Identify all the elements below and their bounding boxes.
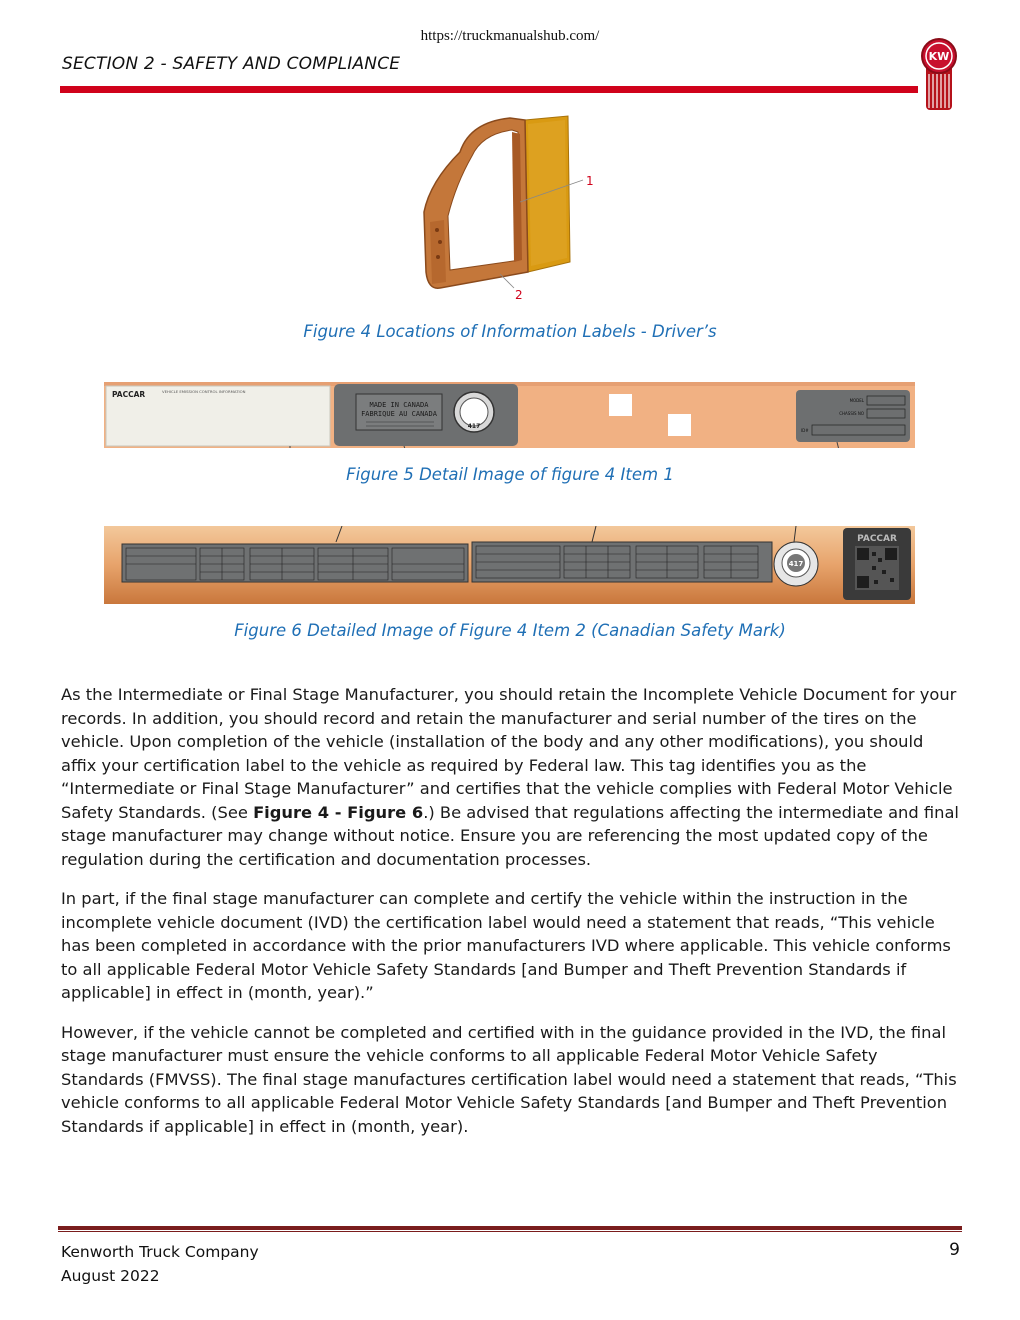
safety-mark-number: 417	[467, 423, 481, 430]
emission-label-title: VEHICLE EMISSION CONTROL INFORMATION	[162, 389, 246, 394]
footer-divider-thin	[58, 1231, 962, 1232]
paragraph-1	[61, 683, 961, 871]
paragraph-1-text: As the Intermediate or Final Stage Manufacturer, you should retain the Incomplete Vehicle Document for your records. In addition, you should record and retain the manufacturer and serial number of the tires on the vehicle. Upon completion of the vehicle (installation of the body and any other modifications), you should affix your certification label to the vehicle as required by Federal law. This tag identifies you as the “Intermediate or Final Stage Manufacturer” and certifies that the vehicle complies with Federal Motor Vehicle Safety Standards. (See	[61, 685, 957, 822]
fabrique-au-canada-text: FABRIQUE AU CANADA	[361, 410, 437, 418]
figure-reference: Figure 4 - Figure 6	[253, 802, 424, 822]
footer-divider	[58, 1226, 962, 1230]
safety-mark-number-2: 417	[788, 560, 804, 568]
figure-4-door-image	[400, 112, 600, 304]
paragraph-2: In part, if the final stage manufacturer can complete and certify the vehicle within the instruction in the incomplete vehicle document (IVD) the certification label would need a statement that reads, “This vehicle has been completed in accordance with the prior manufacturers IVD where applicable. This vehicle conforms to all applicable Federal Motor Vehicle Safety Standards [and Bumper and Theft Prevention Standards if applicable] in effect in (month, year).”	[61, 889, 951, 1002]
made-in-canada-text: MADE IN CANADA	[369, 401, 429, 409]
figure-4-caption: Figure 4 Locations of Information Labels - Driver’s	[303, 322, 717, 341]
figure-5-label-strip	[104, 382, 915, 448]
kenworth-logo	[920, 26, 958, 112]
plate-chassis-label: CHASSIS NO	[839, 411, 864, 416]
emission-label-brand: PACCAR	[112, 390, 146, 399]
section-title: SECTION 2 - SAFETY AND COMPLIANCE	[62, 54, 401, 74]
qr-label-brand: PACCAR	[857, 534, 897, 544]
plate-id-label: ID#	[801, 428, 809, 433]
body-text	[61, 683, 961, 1154]
callout-1: 1	[586, 174, 594, 188]
source-url: https://truckmanualshub.com/	[420, 28, 600, 44]
paragraph-1-text-end: .) Be advised that regulations affecting the intermediate and final stage manufacturer may change without notice. Ensure you are referencing the most updated copy of the regulation during the certification and documentation processes.	[61, 802, 959, 869]
header-divider	[60, 86, 918, 93]
footer-info	[61, 1240, 259, 1288]
figure-6-caption: Figure 6 Detailed Image of Figure 4 Item 2 (Canadian Safety Mark)	[234, 621, 786, 640]
footer-date: August 2022	[61, 1267, 160, 1285]
logo-lettering: KW	[928, 50, 950, 63]
figure-5-caption: Figure 5 Detail Image of figure 4 Item 1	[346, 465, 674, 484]
footer-company: Kenworth Truck Company	[61, 1243, 259, 1261]
page-number: 9	[949, 1240, 960, 1260]
paragraph-3: However, if the vehicle cannot be completed and certified with in the guidance provided in the IVD, the final stage manufacturer must ensure the vehicle conforms to all applicable Federal Motor Vehicle Safety Standards (FMVSS). The final stage manufactures certification label would need a statement that reads, “This vehicle conforms to all applicable Federal Motor Vehicle Safety Standards [and Bumper and Theft Prevention Standards if applicable] in effect in (month, year).	[61, 1022, 957, 1136]
plate-model-label: MODEL	[849, 398, 864, 403]
callout-2: 2	[515, 288, 523, 302]
figure-6-label-strip	[104, 526, 915, 604]
